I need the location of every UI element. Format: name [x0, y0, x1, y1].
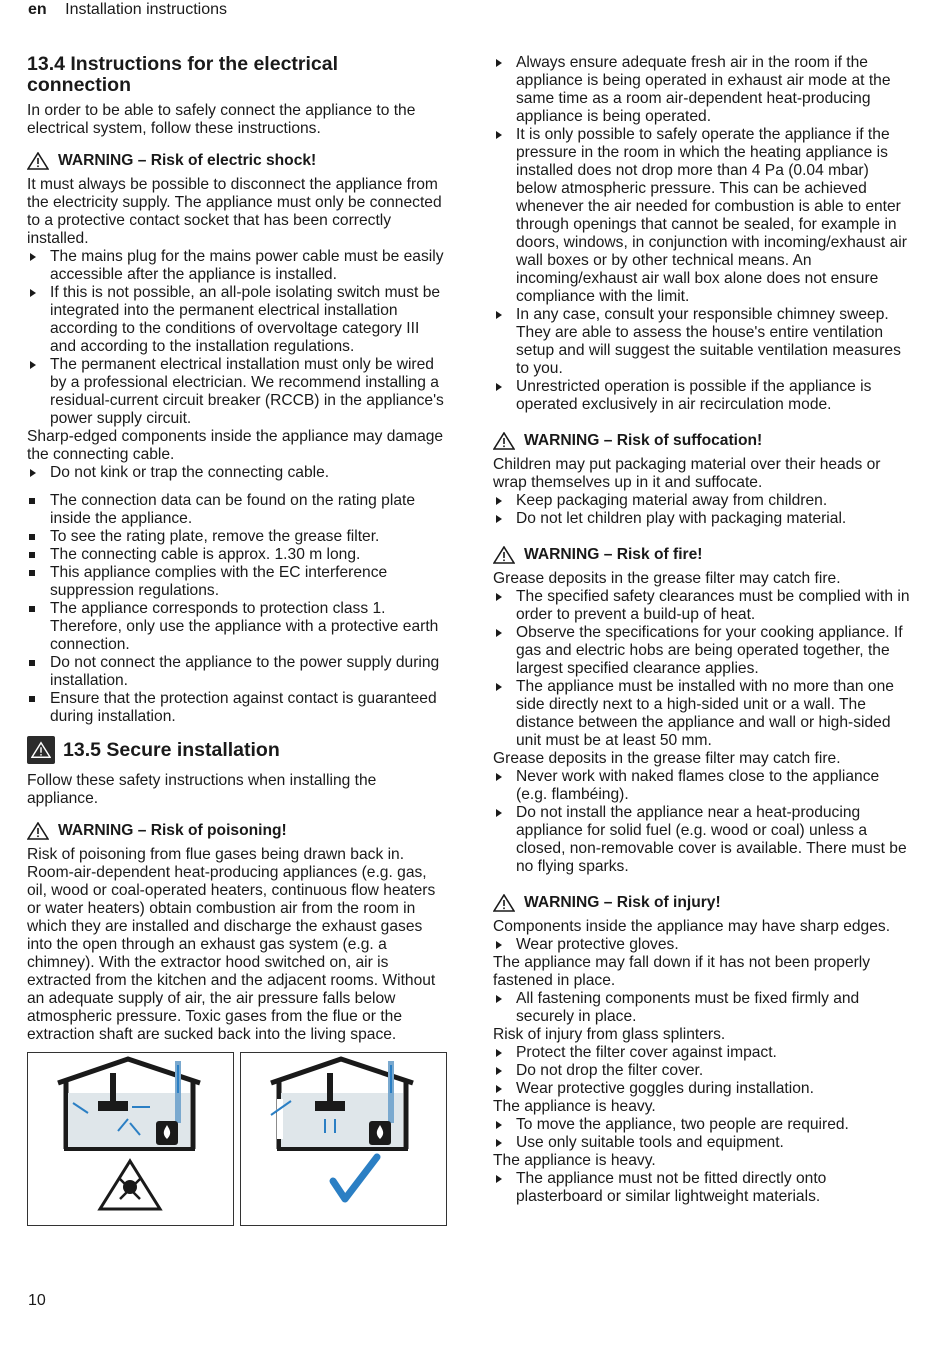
injury-steps — [493, 1044, 913, 1098]
warning-box-icon — [27, 736, 55, 764]
list-item: Do not install the appliance near a heat-producing appliance for solid fuel (e.g. wood or coal) unless a closed, non-removable cover is available. There must be no flying sparks. — [493, 804, 913, 876]
warning-title: WARNING – Risk of fire! — [524, 546, 703, 563]
injury-steps — [493, 1116, 913, 1152]
list-item: To see the rating plate, remove the grease filter. — [27, 528, 447, 546]
list-item: The specified safety clearances must be complied with in order to prevent a build-up of heat. — [493, 588, 913, 624]
injury-steps — [493, 990, 913, 1026]
list-item: Observe the specifications for your cooking appliance. If gas and electric hobs are being operated together, the largest specified clearance applies. — [493, 624, 913, 678]
ventilation-figures — [27, 1052, 447, 1226]
house-recirculation-illustration — [241, 1053, 446, 1225]
warning-triangle-icon — [27, 822, 49, 840]
fire-text: Grease deposits in the grease filter may catch fire. — [493, 750, 841, 767]
injury-text: The appliance is heavy. — [493, 1152, 656, 1169]
list-item: Wear protective gloves. — [493, 936, 913, 954]
injury-warning — [493, 894, 913, 912]
list-item: If this is not possible, an all-pole isolating switch must be integrated into the permanent electrical installation according to the conditions of overvoltage category III and according to the installation regulations. — [27, 284, 447, 356]
injury-text: The appliance is heavy. — [493, 1098, 656, 1115]
warning-triangle-icon — [27, 152, 49, 170]
sharp-edge-text: Sharp-edged components inside the appliance may damage the connecting cable. — [27, 428, 444, 463]
warning-triangle-icon — [493, 546, 515, 564]
fire-steps — [493, 588, 913, 750]
connection-info-list — [27, 492, 447, 726]
fire-text: Grease deposits in the grease filter may catch fire. — [493, 570, 841, 587]
ventilation-steps — [493, 54, 913, 414]
suffocation-warning — [493, 432, 913, 450]
warning-title: WARNING – Risk of injury! — [524, 894, 721, 911]
list-item: Do not kink or trap the connecting cable. — [27, 464, 447, 482]
list-item: The appliance must be installed with no more than one side directly next to a high-sided unit or a wall. The distance between the appliance and wall or high-sided unit must be at least 50 mm. — [493, 678, 913, 750]
injury-text: Risk of injury from glass splinters. — [493, 1026, 726, 1043]
section-13-4-intro: In order to be able to safely connect the appliance to the electrical system, follow these instructions. — [27, 102, 416, 137]
sharp-edge-steps — [27, 464, 447, 482]
list-item: Never work with naked flames close to the appliance (e.g. flambéing). — [493, 768, 913, 804]
language-code: en — [28, 1, 47, 18]
section-13-4-heading: 13.4 Instructions for the electrical connection — [27, 53, 339, 96]
list-item: The permanent electrical installation must only be wired by a professional electrician. We recommend installing a residual-current circuit breaker (RCCB) in the appliance's power supply circuit. — [27, 356, 447, 428]
page-header — [28, 0, 227, 20]
left-column — [27, 54, 447, 1226]
electrical-steps — [27, 248, 447, 428]
warning-triangle-icon — [493, 432, 515, 450]
suffocation-steps — [493, 492, 913, 528]
poisoning-warning — [27, 822, 447, 840]
poisoning-text: Risk of poisoning from flue gases being drawn back in. Room-air-dependent heat-producing appliances (e.g. gas, oil, wood or coal-operated heaters, continuous flow heaters or water heaters) obtain combustion air from the room in which they are installed and discharge the exhaust gases into the open through an exhaust gas system (e.g. a chimney). With the extractor hood switched on, air is extracted from the kitchen and the adjacent rooms. Without an adequate supply of air, the air pressure falls below atmospheric pressure. Toxic gases from the flue or the extraction shaft are sucked back into the living space. — [27, 846, 436, 1043]
list-item: Ensure that the protection against contact is guaranteed during installation. — [27, 690, 447, 726]
warning-text: It must always be possible to disconnect the appliance from the electricity supply. The appliance must only be connected to a protective contact socket that has been correctly installed. — [27, 176, 442, 247]
section-13-5-header — [27, 736, 447, 764]
injury-steps — [493, 936, 913, 954]
list-item: To move the appliance, two people are required. — [493, 1116, 913, 1134]
header-title: Installation instructions — [65, 1, 227, 18]
right-column — [493, 54, 913, 1206]
list-item: Do not drop the filter cover. — [493, 1062, 913, 1080]
list-item: Always ensure adequate fresh air in the room if the appliance is being operated in exhaust air mode at the same time as a room air-dependent heat-producing appliance is being operated. — [493, 54, 913, 126]
injury-text: The appliance may fall down if it has not been properly fastened in place. — [493, 954, 871, 989]
warning-title: WARNING – Risk of suffocation! — [524, 432, 763, 449]
list-item: All fastening components must be fixed firmly and securely in place. — [493, 990, 913, 1026]
house-exhaust-illustration — [28, 1053, 233, 1225]
injury-text: Components inside the appliance may have sharp edges. — [493, 918, 891, 935]
electric-shock-warning — [27, 152, 447, 170]
list-item: The connecting cable is approx. 1.30 m long. — [27, 546, 447, 564]
page-number: 10 — [28, 1292, 46, 1309]
fire-steps — [493, 768, 913, 876]
list-item: Keep packaging material away from children. — [493, 492, 913, 510]
figure-exhaust-danger — [27, 1052, 234, 1226]
list-item: This appliance complies with the EC interference suppression regulations. — [27, 564, 447, 600]
list-item: The appliance corresponds to protection class 1. Therefore, only use the appliance with a protective earth connection. — [27, 600, 447, 654]
list-item: Unrestricted operation is possible if the appliance is operated exclusively in air recirculation mode. — [493, 378, 913, 414]
list-item: Do not connect the appliance to the power supply during installation. — [27, 654, 447, 690]
section-13-5-heading: 13.5 Secure installation — [63, 738, 280, 761]
warning-triangle-icon — [493, 894, 515, 912]
list-item: Use only suitable tools and equipment. — [493, 1134, 913, 1152]
fire-warning — [493, 546, 913, 564]
suffocation-text: Children may put packaging material over their heads or wrap themselves up in it and suffocate. — [493, 456, 881, 491]
list-item: The mains plug for the mains power cable must be easily accessible after the appliance is installed. — [27, 248, 447, 284]
list-item: The connection data can be found on the rating plate inside the appliance. — [27, 492, 447, 528]
list-item: Protect the filter cover against impact. — [493, 1044, 913, 1062]
list-item: The appliance must not be fitted directly onto plasterboard or similar lightweight materials. — [493, 1170, 913, 1206]
warning-title: WARNING – Risk of electric shock! — [58, 152, 317, 169]
figure-recirculation-ok — [240, 1052, 447, 1226]
list-item: It is only possible to safely operate the appliance if the pressure in the room in which the heating appliance is installed does not drop more than 4 Pa (0.04 mbar) below atmospheric pressure. This can be achieved whenever the air needed for combustion is able to enter through openings that cannot be sealed, for example in doors, windows, in conjunction with incoming/exhaust air wall boxes or by other technical means. An incoming/exhaust air wall box alone does not ensure compliance with the limit. — [493, 126, 913, 306]
section-13-5-intro: Follow these safety instructions when installing the appliance. — [27, 772, 377, 807]
list-item: In any case, consult your responsible chimney sweep. They are able to assess the house's entire ventilation setup and will suggest the suitable ventilation measures to you. — [493, 306, 913, 378]
list-item: Do not let children play with packaging material. — [493, 510, 913, 528]
checkmark-icon — [333, 1157, 377, 1199]
warning-title: WARNING – Risk of poisoning! — [58, 822, 287, 839]
list-item: Wear protective goggles during installation. — [493, 1080, 913, 1098]
injury-steps — [493, 1170, 913, 1206]
